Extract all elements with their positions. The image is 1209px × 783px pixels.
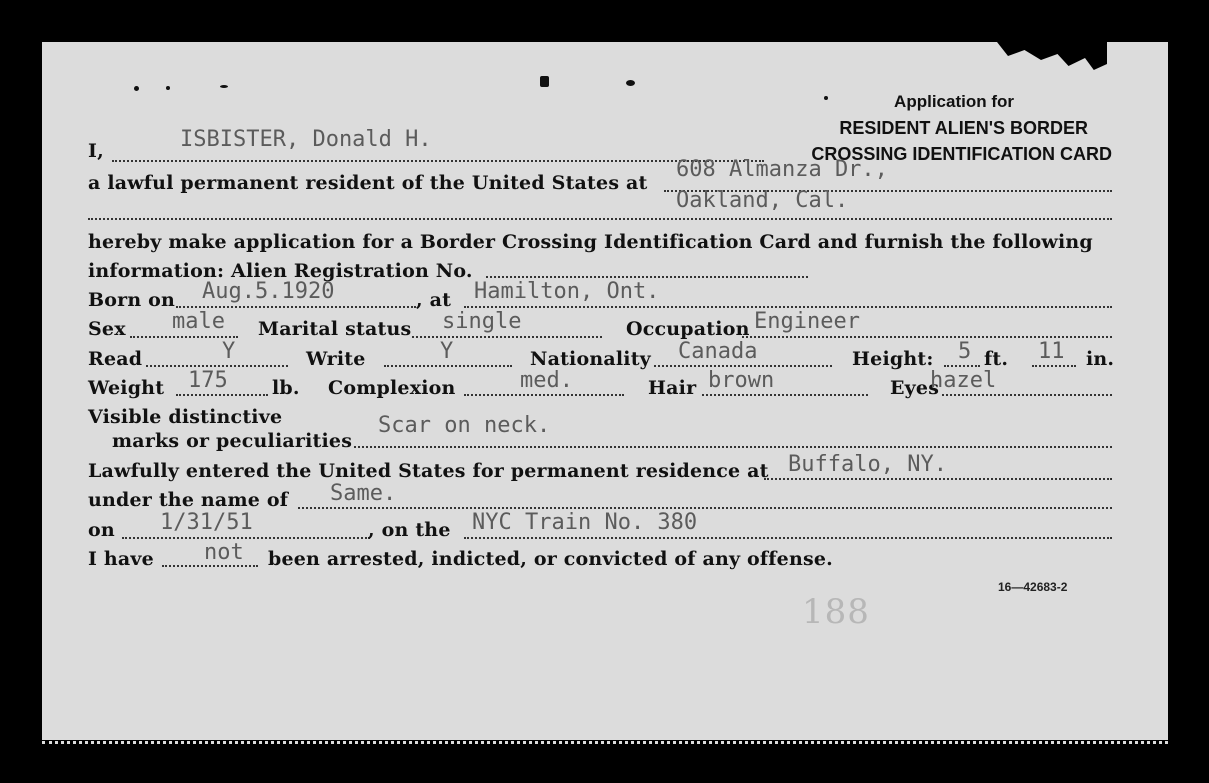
address-line2: Oakland, Cal. xyxy=(676,188,849,213)
label-born-on: Born on xyxy=(88,289,176,311)
birth-date-value: Aug.5.1920 xyxy=(202,279,335,304)
height-in-value: 11 xyxy=(1038,339,1065,364)
label-lb: lb. xyxy=(272,377,300,399)
write-value: Y xyxy=(440,339,454,364)
occupation-value: Engineer xyxy=(754,309,860,334)
application-card xyxy=(42,42,1168,740)
conveyance-line xyxy=(464,537,1112,539)
conveyance-value: NYC Train No. 380 xyxy=(472,510,698,535)
label-offense: been arrested, indicted, or convicted of any offense. xyxy=(268,548,833,570)
birth-date-line xyxy=(176,306,416,308)
marks-line xyxy=(354,446,1112,448)
torn-corner xyxy=(997,42,1107,82)
address-line1: 608 Almanza Dr., xyxy=(676,157,888,182)
arrest-status-line xyxy=(162,565,258,567)
read-line xyxy=(146,365,288,367)
speck xyxy=(824,96,828,100)
label-on: on xyxy=(88,519,115,541)
entry-date-line xyxy=(122,537,370,539)
name-line xyxy=(112,160,764,162)
card-bottom-edge xyxy=(42,738,1168,744)
entry-name-line xyxy=(298,507,1112,509)
height-ft-value: 5 xyxy=(958,339,972,364)
label-complexion: Complexion xyxy=(328,377,456,399)
form-number: 16—42683-2 xyxy=(998,580,1068,594)
label-hereby: hereby make application for a Border Crossing Identification Card and furnish the following xyxy=(88,231,1093,253)
marital-status-value: single xyxy=(442,309,522,334)
label-occupation: Occupation xyxy=(626,318,750,340)
alien-registration-line xyxy=(486,276,808,278)
label-height: Height: xyxy=(852,348,934,370)
weight-line xyxy=(176,394,268,396)
read-value: Y xyxy=(222,339,236,364)
address-line-2 xyxy=(88,218,1112,220)
label-visible-2: marks or peculiarities xyxy=(112,430,353,452)
height-ft-line xyxy=(944,365,980,367)
birth-place-line xyxy=(464,306,1112,308)
birth-place-value: Hamilton, Ont. xyxy=(474,279,660,304)
label-at: , at xyxy=(416,289,452,311)
height-in-line xyxy=(1032,365,1076,367)
sex-line xyxy=(130,336,238,338)
header-line2: RESIDENT ALIEN'S BORDER xyxy=(839,118,1088,138)
port-of-entry-line xyxy=(764,478,1112,480)
speck xyxy=(166,86,170,90)
hair-value: brown xyxy=(708,368,775,393)
label-weight: Weight xyxy=(88,377,165,399)
marital-status-line xyxy=(412,336,602,338)
complexion-value: med. xyxy=(520,368,573,393)
complexion-line xyxy=(464,394,624,396)
speck xyxy=(220,85,228,88)
hair-line xyxy=(702,394,868,396)
label-ft: ft. xyxy=(984,348,1009,370)
write-line xyxy=(384,365,512,367)
label-on-the: , on the xyxy=(368,519,451,541)
label-marital-status: Marital status xyxy=(258,318,412,340)
label-resident: a lawful permanent resident of the United States at xyxy=(88,172,648,194)
label-in: in. xyxy=(1086,348,1115,370)
port-of-entry-value: Buffalo, NY. xyxy=(788,452,947,477)
speck xyxy=(134,86,139,91)
header-line1: Application for xyxy=(894,92,1014,111)
label-hair: Hair xyxy=(648,377,697,399)
sex-value: male xyxy=(172,309,225,334)
entry-name-value: Same. xyxy=(330,481,397,506)
label-visible-1: Visible distinctive xyxy=(88,406,283,428)
label-nationality: Nationality xyxy=(530,348,651,370)
label-information: information: Alien Registration No. xyxy=(88,260,473,282)
label-eyes: Eyes xyxy=(890,377,940,399)
entry-date-value: 1/31/51 xyxy=(160,510,253,535)
label-read: Read xyxy=(88,348,143,370)
label-i-have: I have xyxy=(88,548,154,570)
marks-value: Scar on neck. xyxy=(378,413,551,438)
label-i: I, xyxy=(88,140,104,162)
header-line3: CROSSING IDENTIFICATION CARD xyxy=(811,144,1112,164)
label-under-name: under the name of xyxy=(88,489,289,511)
occupation-line xyxy=(742,336,1112,338)
label-sex: Sex xyxy=(88,318,126,340)
name-value: ISBISTER, Donald H. xyxy=(180,127,432,152)
eyes-line xyxy=(942,394,1112,396)
label-write: Write xyxy=(306,348,366,370)
nationality-value: Canada xyxy=(678,339,758,364)
arrest-status-value: not xyxy=(204,540,244,565)
stamp-number: 188 xyxy=(802,592,870,632)
speck xyxy=(626,80,635,86)
speck xyxy=(540,76,549,87)
nationality-line xyxy=(654,365,832,367)
weight-value: 175 xyxy=(188,368,228,393)
label-entered: Lawfully entered the United States for permanent residence at xyxy=(88,460,769,482)
eyes-value: hazel xyxy=(930,368,997,393)
